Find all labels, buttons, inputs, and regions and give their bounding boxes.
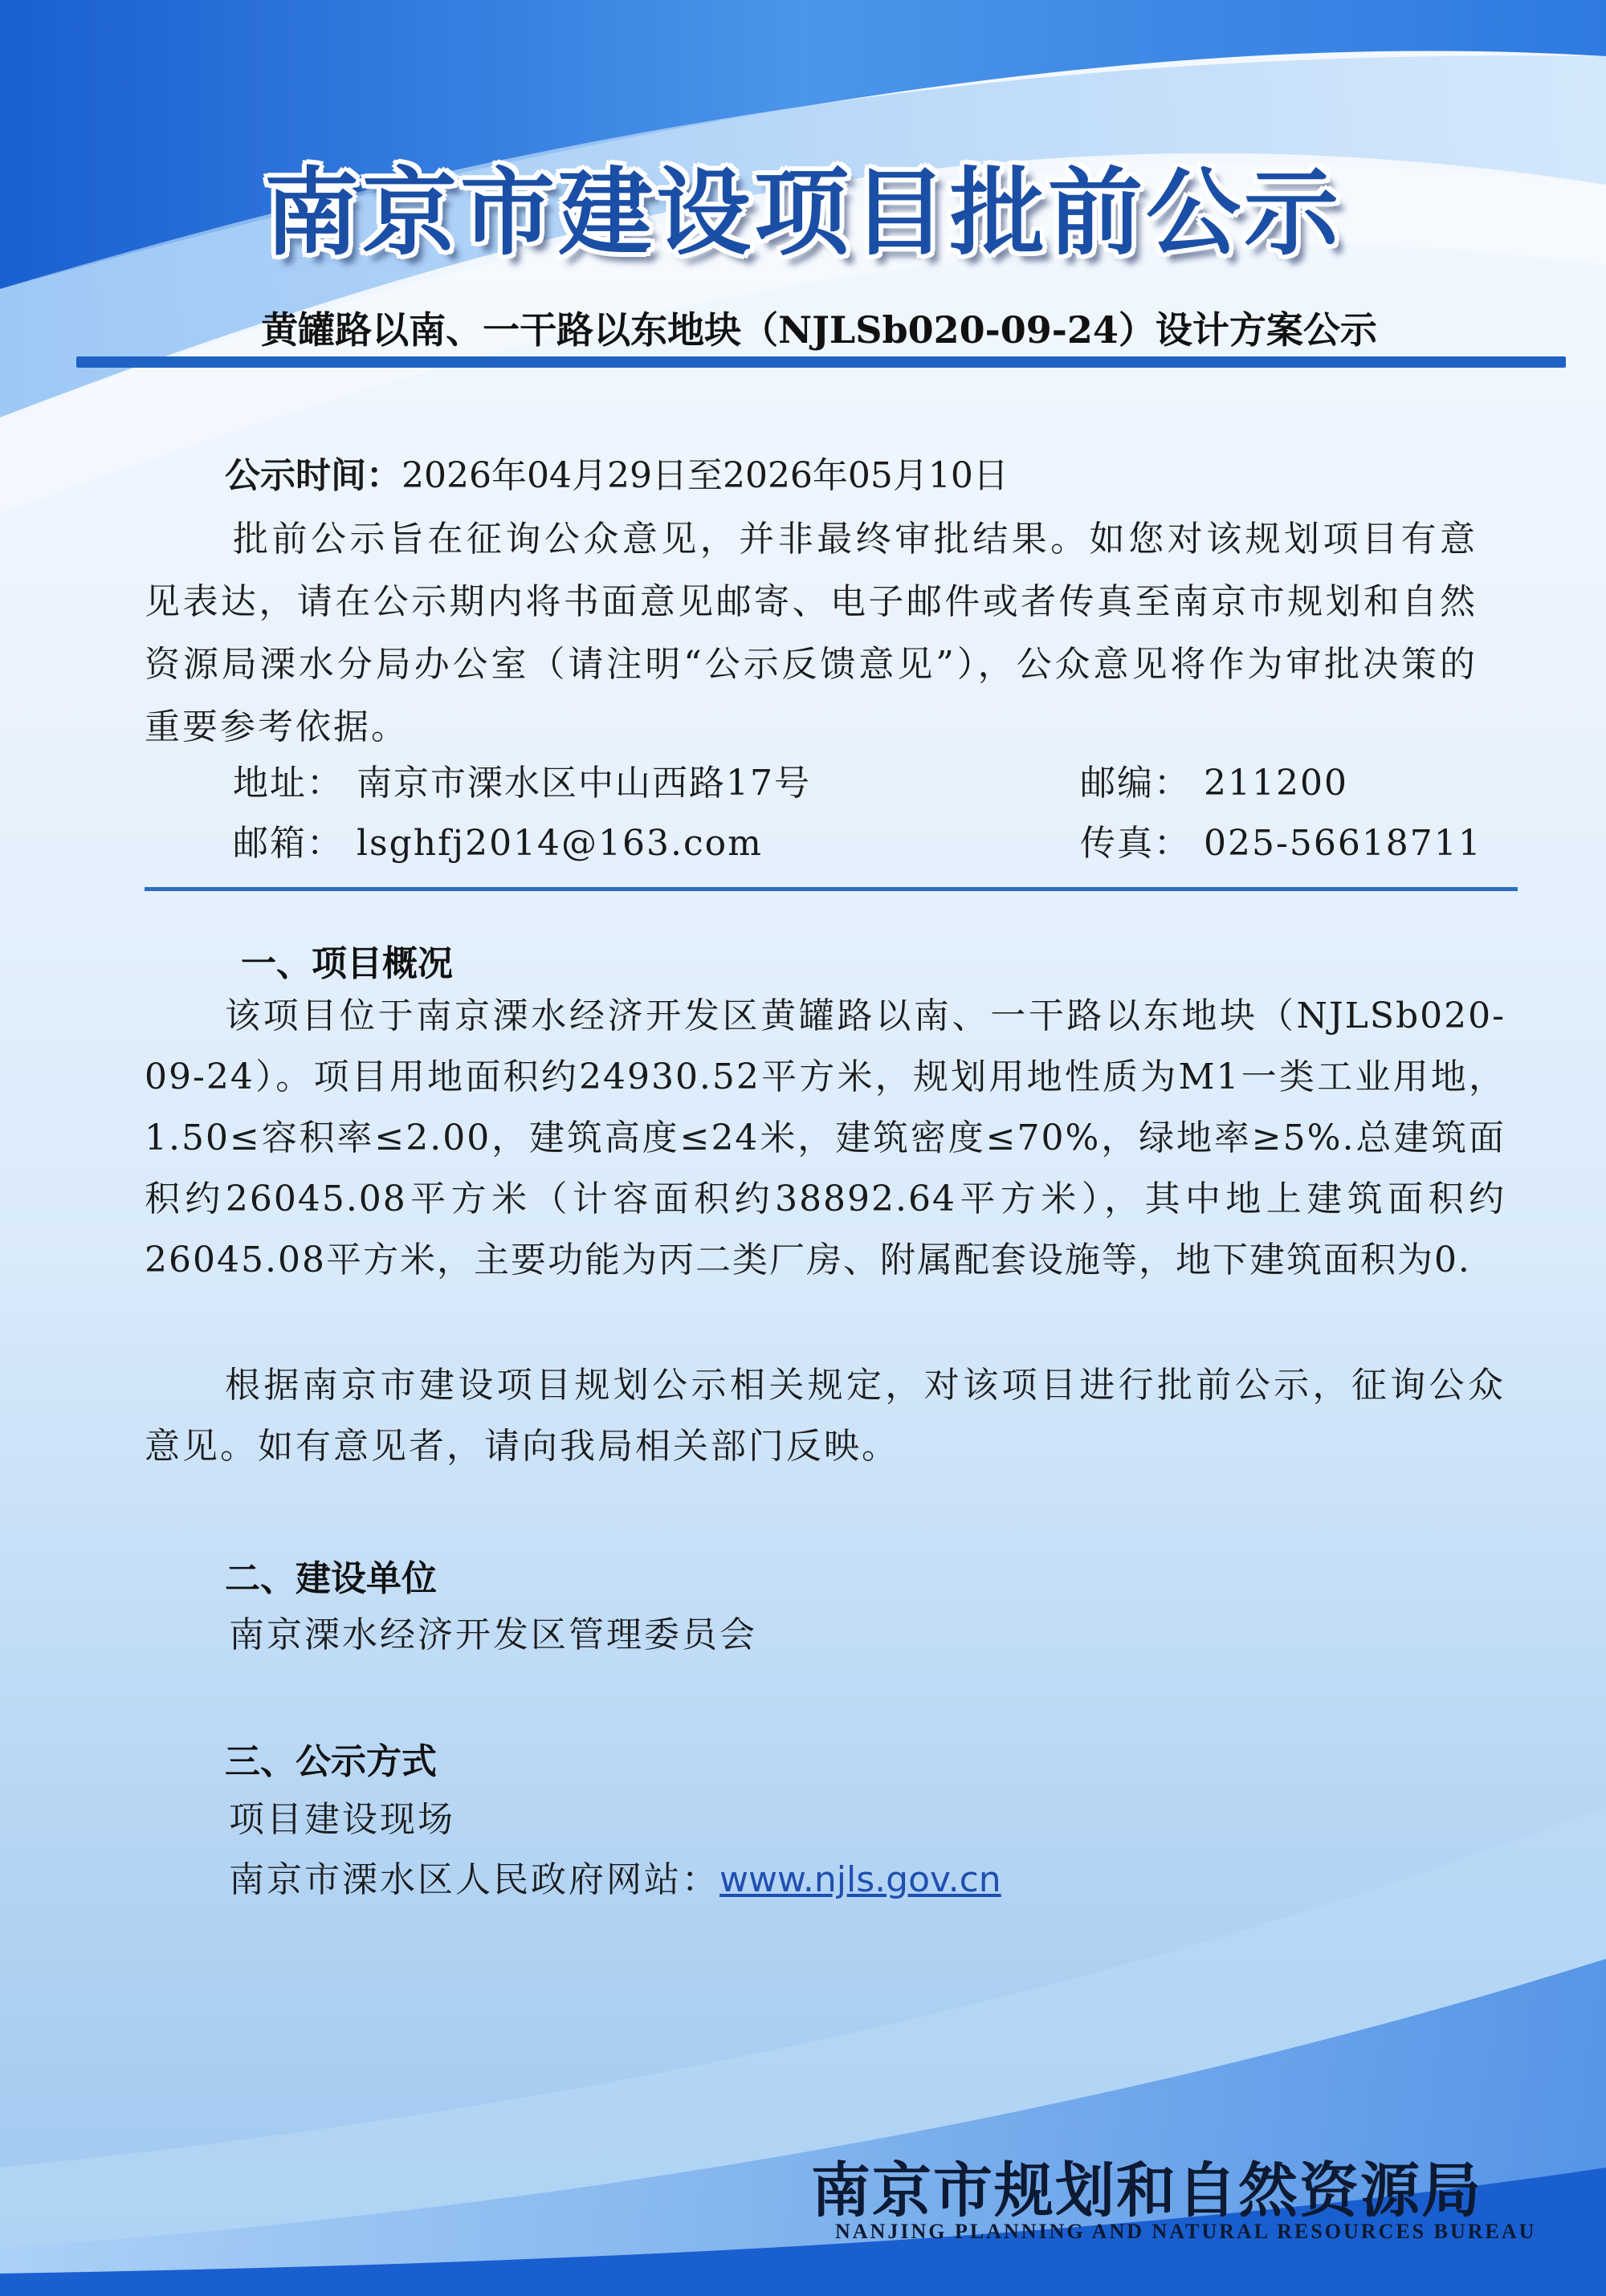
- notice-body: 批前公示旨在征询公众意见，并非最终审批结果。如您对该规划项目有意见表达，请在公示期内将书面意见邮寄、电子邮件或者传真至南京市规划和自然资源局溧水分局办公室（请注明“公示反馈意见”），公众意见将作为审批决策的重要参考依据。: [145, 519, 1478, 747]
- contact-address: 地址： 南京市溧水区中山西路17号: [233, 763, 811, 804]
- title-underline-bar: [76, 356, 1566, 368]
- website-label: 南京市溧水区人民政府网站：: [229, 1859, 719, 1900]
- notice-time-value: 2026年04月29日至2026年05月10日: [402, 455, 1009, 496]
- overview-paragraph: 该项目位于南京溧水经济开发区黄罐路以南、一干路以东地块（NJLSb020-09-24）。项目用地面积约24930.52平方米，规划用地性质为M1一类工业用地，1.50≤容积率≤2.00，建筑高度≤24米，建筑密度≤70%，绿地率≥5%.总建筑面积约26045.08平方米（计容面积约38892.64平方米），其中地上建筑面积约26045.08平方米，主要功能为丙二类厂房、附属配套设施等，地下建筑面积为0.: [145, 995, 1506, 1280]
- section-heading-method: 三、公示方式: [225, 1741, 437, 1782]
- regulation-paragraph: 根据南京市建设项目规划公示相关规定，对该项目进行批前公示，征询公众意见。如有意见者，请向我局相关部门反映。: [145, 1365, 1506, 1467]
- footer-org-name-en: NANJING PLANNING AND NATURAL RESOURCES BUREAU: [835, 2220, 1537, 2243]
- website-link[interactable]: www.njls.gov.cn: [719, 1859, 1001, 1900]
- contact-fax: 传真： 025-56618711: [1080, 823, 1482, 864]
- section-heading-developer: 二、建设单位: [225, 1558, 437, 1599]
- notice-time-label: 公示时间：: [225, 455, 402, 496]
- contact-email: 邮箱： lsghfj2014@163.com: [233, 823, 763, 864]
- page-title: 南京市建设项目批前公示: [263, 157, 1342, 268]
- notice-time: [225, 446, 1009, 507]
- method-site: 项目建设现场: [229, 1799, 455, 1840]
- footer-org-name: 南京市规划和自然资源局: [811, 2156, 1482, 2225]
- page-subtitle: 黄罐路以南、一干路以东地块（NJLSb020-09-24）设计方案公示: [261, 308, 1377, 352]
- section-heading-overview: 一、项目概况: [241, 943, 453, 984]
- section-divider: [145, 887, 1518, 891]
- method-website: [229, 1850, 1001, 1902]
- developer-name: 南京溧水经济开发区管理委员会: [229, 1614, 757, 1655]
- contact-postcode: 邮编： 211200: [1080, 763, 1348, 804]
